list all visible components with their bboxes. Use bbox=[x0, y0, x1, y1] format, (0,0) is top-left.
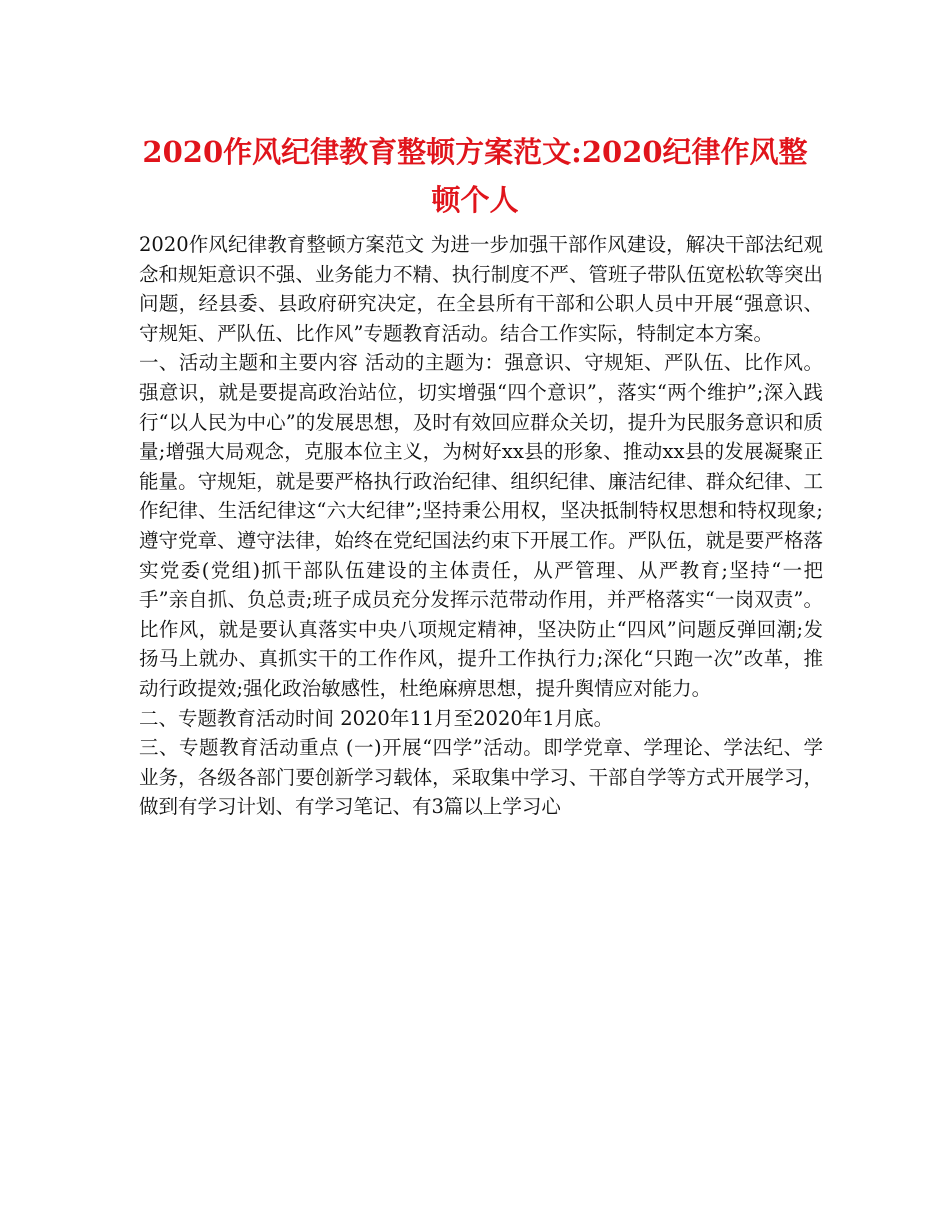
paragraph-section-1: 一、活动主题和主要内容 活动的主题为：强意识、守规矩、严队伍、比作风。强意识，就是要提高政治站位，切实增强“四个意识”，落实“两个维护”;深入践行“以人民为中心”的发展思想，及时有效回应群众关切，提升为民服务意识和质量;增强大局观念，克服本位主义，为树好xx县的形象、推动xx县的发展凝聚正能量。守规矩，就是要严格执行政治纪律、组织纪律、廉洁纪律、群众纪律、工作纪律、生活纪律这“六大纪律”;坚持秉公用权，坚决抵制特权思想和特权现象;遵守党章、遵守法律，始终在党纪国法约束下开展工作。严队伍，就是要严格落实党委(党组)抓干部队伍建设的主体责任，从严管理、从严教育;坚持“一把手”亲自抓、负总责;班子成员充分发挥示范带动作用，并严格落实“一岗双责”。比作风，就是要认真落实中央八项规定精神，坚决防止“四风”问题反弹回潮;发扬马上就办、真抓实干的工作作风，提升工作执行力;深化“只跑一次”改革，推动行政提效;强化政治敏感性，杜绝麻痹思想，提升舆情应对能力。 bbox=[139, 351, 823, 700]
paragraph-intro: 2020作风纪律教育整顿方案范文 为进一步加强干部作风建设，解决干部法纪观念和规矩意识不强、业务能力不精、执行制度不严、管班子带队伍宽松软等突出问题，经县委、县政府研究决定，在全县所有干部和公职人员中开展“强意识、守规矩、严队伍、比作风”专题教育活动。结合工作实际，特制定本方案。 bbox=[139, 233, 823, 345]
document-body bbox=[139, 230, 823, 822]
paragraph-section-2: 二、专题教育活动时间 2020年11月至2020年1月底。 bbox=[139, 706, 614, 730]
paragraph-section-3: 三、专题教育活动重点 (一)开展“四学”活动。即学党章、学理论、学法纪、学业务，各级各部门要创新学习载体，采取集中学习、干部自学等方式开展学习，做到有学习计划、有学习笔记、有3篇以上学习心 bbox=[139, 736, 823, 819]
document-title: 2020作风纪律教育整顿方案范文:2020纪律作风整顿个人 bbox=[142, 135, 808, 217]
